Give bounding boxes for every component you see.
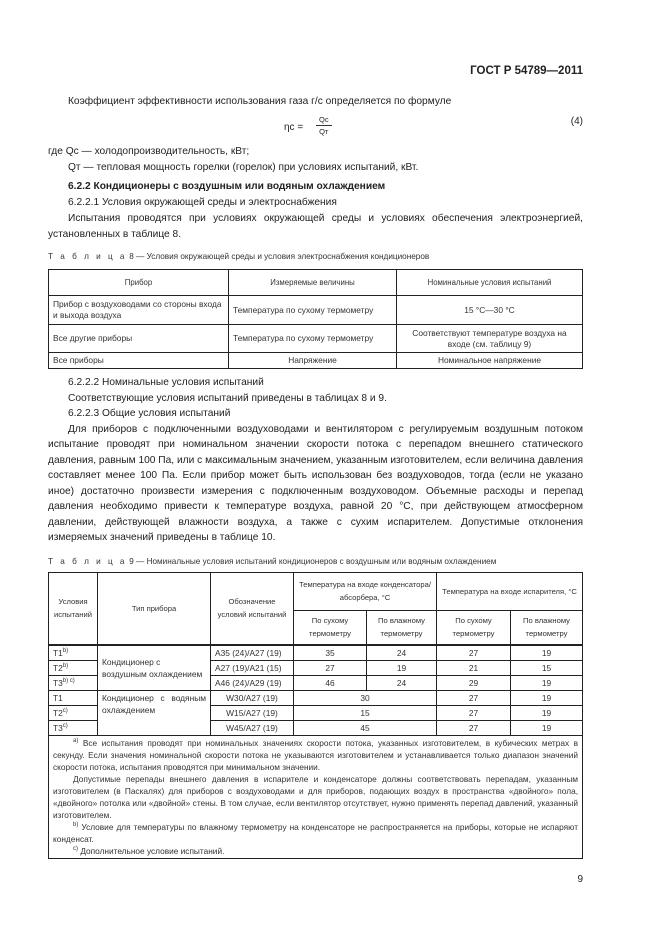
footnote-text: Условие для температуры по влажному термометру на конденсаторе не распространяется на приборы, которые не испаряют конденсат. [53, 822, 578, 844]
cell [49, 676, 98, 691]
footnote-a [53, 737, 578, 773]
cond-id: T3 [53, 723, 63, 733]
column-subheader: По сухому термометру [437, 610, 511, 645]
cell: Напряжение [229, 353, 397, 369]
column-header: Условия испытаний [49, 572, 98, 645]
cell: A35 (24)/A27 (19) [211, 645, 294, 661]
table-label: Т а б л и ц а [48, 556, 127, 566]
column-header: Температура на входе испарителя, °С [437, 572, 583, 610]
table-footnotes [49, 736, 583, 859]
cell [49, 645, 98, 661]
document-header: ГОСТ Р 54789—2011 [470, 65, 583, 77]
where-line: Qт — тепловая мощность горелки (горелок) при условиях испытаний, кВт. [68, 162, 419, 173]
cell: 19 [511, 691, 583, 706]
section-6-2-2-2-3 [48, 375, 583, 546]
cell: 15 [511, 661, 583, 676]
paragraph: Для приборов с подключенными воздуховодами и вентилятором с регулируемым воздушным потоком испытание проводят при номинальном значении скорости потока с перепадом внешнего статического давления, равным 100 Па, или с максимальным значением, указанным изготовителем, если величина давления составляет менее 100 Па. Если прибор может быть использован без воздуховодов, тогда (если не указано иное) достаточно произвести измерения с подключенным воздуховодом. Объемные расходы и перепад давления необходимо привести к температуре воздуха, равной 20 °С, при действующем атмосферном давлении, действующей влажности воздуха, а также с сухим испарителем. Допустимые отклонения измеряемых значений приведены в таблице 10. [48, 423, 583, 543]
cell: 45 [294, 721, 437, 736]
footnote-ref: c) [62, 723, 68, 730]
cell: 19 [511, 721, 583, 736]
cell: W15/A27 (19) [211, 706, 294, 721]
footnote-text: Дополнительное условие испытаний. [80, 846, 225, 856]
cell: 46 [294, 676, 367, 691]
table-row [49, 325, 583, 353]
cell: Температура по сухому термометру [229, 296, 397, 325]
footnotes-cell [49, 736, 583, 859]
cell: 19 [511, 706, 583, 721]
device-type: Кондиционер с водяным охлаждением [98, 691, 211, 736]
cell: W45/A27 (19) [211, 721, 294, 736]
table-row [49, 691, 583, 706]
cell: Все приборы [49, 353, 229, 369]
cell: Температура по сухому термометру [229, 325, 397, 353]
cell: 19 [511, 645, 583, 661]
cell: A27 (19)/A21 (15) [211, 661, 294, 676]
footnote-ref: b) c) [62, 678, 75, 685]
paragraph: Соответствующие условия испытаний приведены в таблицах 8 и 9. [68, 392, 387, 404]
footnote-ref: b) [62, 648, 69, 655]
footnote-ref: c) [62, 708, 68, 715]
footnote-mark: a) [73, 738, 79, 745]
column-header: Температура на входе конденсатора/абсорбера, °С [294, 572, 437, 610]
subsection-heading: 6.2.2.1 Условия окружающей среды и электроснабжения [68, 197, 337, 208]
formula-numerator: Qс [316, 114, 332, 126]
formula-4 [48, 112, 583, 144]
cell [49, 721, 98, 736]
table-8 [48, 269, 583, 369]
table-caption-text: 9 — Номинальные условия испытаний кондиционеров с воздушным или водяным охлаждением [129, 556, 497, 566]
cell [49, 661, 98, 676]
footnote-text: Все испытания проводят при номинальных значениях скорости потока, указанных изготовителем, в кубических метрах в секунду. Если значения номинальной скорости потока не указываются изготовителем и устанавливается только диапазон значений скорости потока, испытания проводятся при минимальном значении. [53, 738, 578, 772]
table-caption-text: 8 — Условия окружающей среды и условия электроснабжения кондиционеров [129, 252, 430, 261]
formula-lhs: ηс = [284, 122, 304, 133]
cell [49, 691, 98, 706]
column-subheader: По сухому термометру [294, 610, 367, 645]
column-header: Тип прибора [98, 572, 211, 645]
footnote-mark: c) [73, 846, 78, 853]
table-9 [48, 572, 583, 860]
cell: W30/A27 (19) [211, 691, 294, 706]
cell: 19 [511, 676, 583, 691]
table9-caption [48, 556, 583, 568]
column-subheader: По влажному термометру [367, 610, 437, 645]
formula-denominator: Qт [319, 127, 329, 136]
document-page [48, 0, 583, 917]
footnote-c [53, 845, 578, 857]
where-line: где Qс — холодопроизводительность, кВт; [48, 146, 250, 157]
cell: 15 °С—30 °С [397, 296, 583, 325]
column-header: Обозначение условий испытаний [211, 572, 294, 645]
equation-number: (4) [570, 116, 583, 127]
table-row [49, 353, 583, 369]
footnote-ref: b) [62, 663, 69, 670]
cell: 27 [437, 691, 511, 706]
table-row [49, 296, 583, 325]
subsection-heading: 6.2.2.3 Общие условия испытаний [68, 408, 231, 419]
footnote-b [53, 821, 578, 845]
cell: 27 [437, 706, 511, 721]
cell: 21 [437, 661, 511, 676]
footnote-a-continued: Допустимые перепады внешнего давления в испарителе и конденсаторе должны соответствовать перепадам, указанным изготовителем (в Паскалях) для приборов с воздуховодами и для приборов, подающих воздух в пространства «двойного» пола, «двойного» потолка или «двойной» стены. В том случае, если вентилятор отсутствует, нужно применять перепад давлений, указанный изготовителем. [53, 774, 578, 820]
column-header: Измеряемые величины [229, 270, 397, 296]
cell: Все другие приборы [49, 325, 229, 353]
column-subheader: По влажному термометру [511, 610, 583, 645]
cond-id: T3 [53, 678, 63, 688]
cell: 27 [437, 645, 511, 661]
formula-fraction [316, 114, 332, 137]
cell: 35 [294, 645, 367, 661]
cell: 19 [367, 661, 437, 676]
paragraph: Испытания проводятся при условиях окружающей среды и условиях обеспечения электроэнергией, установленных в таблице 8. [48, 213, 583, 240]
cond-id: T1 [53, 693, 63, 703]
column-header: Номинальные условия испытаний [397, 270, 583, 296]
table8-caption [48, 251, 583, 263]
intro-text: Коэффициент эффективности использования газа г/с определяется по формуле [68, 96, 452, 107]
cell: 27 [294, 661, 367, 676]
cell: A46 (24)/A29 (19) [211, 676, 294, 691]
cell: 24 [367, 645, 437, 661]
cell: 30 [294, 691, 437, 706]
cond-id: T2 [53, 663, 63, 673]
cond-id: T1 [53, 648, 63, 658]
cell: Прибор с воздуховодами со стороны входа и выхода воздуха [49, 296, 229, 325]
section-6-2-2 [48, 179, 583, 243]
cond-id: T2 [53, 708, 63, 718]
cell: 24 [367, 676, 437, 691]
cell: Соответствуют температуре воздуха на входе (см. таблицу 9) [397, 325, 583, 353]
cell: 27 [437, 721, 511, 736]
table-label: Т а б л и ц а [48, 252, 127, 261]
cell [49, 706, 98, 721]
cell: Номинальное напряжение [397, 353, 583, 369]
where-clause [48, 144, 583, 176]
cell: 29 [437, 676, 511, 691]
footnote-mark: b) [73, 822, 79, 829]
cell: 15 [294, 706, 437, 721]
section-heading: 6.2.2 Кондиционеры с воздушным или водяным охлаждением [68, 181, 386, 192]
device-type: Кондиционер с воздушным охлаждением [98, 645, 211, 691]
page-number: 9 [577, 874, 583, 885]
table-row [49, 645, 583, 661]
subsection-heading: 6.2.2.2 Номинальные условия испытаний [68, 377, 264, 388]
column-header: Прибор [49, 270, 229, 296]
